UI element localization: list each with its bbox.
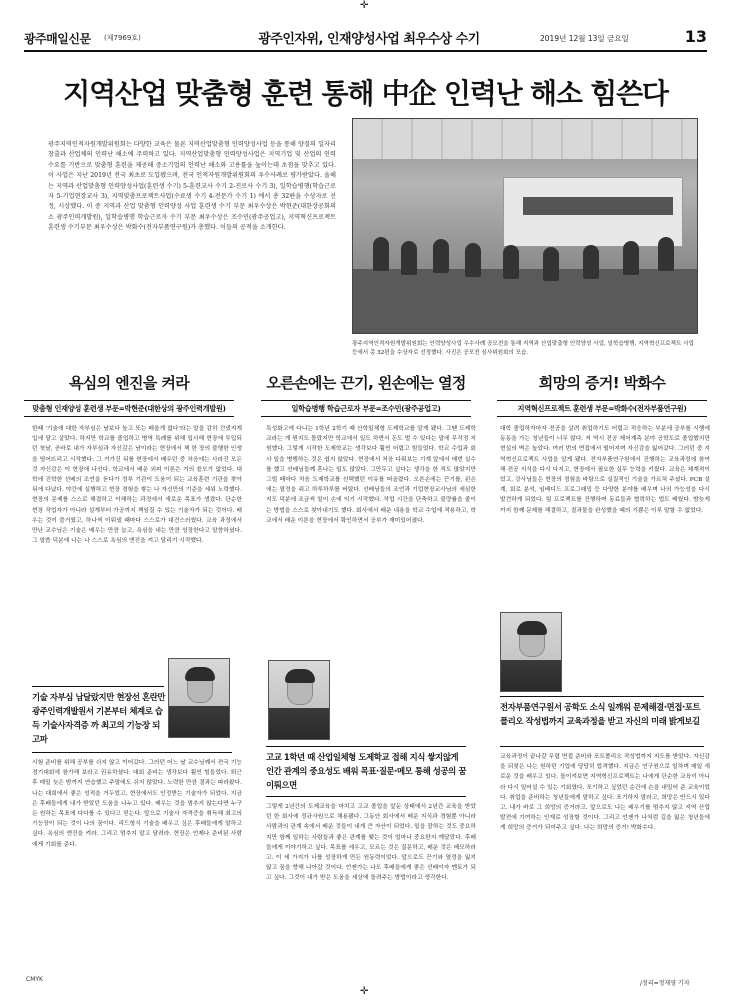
photo-table: [353, 269, 697, 334]
photo-banner-text: [523, 197, 673, 215]
column-body-2-continued: 그렇게 2년간의 도제교육을 마치고 고교 졸업을 앞둔 상태에서 2년간 교육을 받았던 한 회사에 정규사원으로 채용됐다. 그동안 회사에서 배운 지식과 경험뿐 아니라 사람과의 관계 속에서 배운 것들이 내게 큰 자산이 되었다. 일을 잘하는 것도 중요하지만 함께 일하는 사람들과 좋은 관계를 맺는 것이 얼마나 중요한지 깨달았다. 후배들에게 이야기하고 싶다. 목표를 세우고, 모르는 것은 질문하고, 배운 것은 메모하라고. 이 세 가지가 나를 성장하게 만든 원동력이었다. 앞으로도 끈기와 열정을 잃지 않고 꿈을 향해 나아갈 것이다. 언젠가는 나도 후배들에게 좋은 선배이자 멘토가 되고 싶다. 그것이 내가 받은 도움을 세상에 돌려주는 방법이라고 생각한다.: [266, 804, 476, 882]
newspaper-logo: 광주매일신문: [24, 32, 91, 46]
lead-paragraph: 광주지역인적자원개발위원회는 다양한 교육은 물론 지역산업맞춤형 인력양성사업 등을 통해 양질의 일자리 창출과 산업체의 인력난 해소에 주력하고 있다. 지역산업맞춤형 인력양성사업은 지역기업 및 산업의 인력 수요를 기반으로 맞춤형 훈련을 제공해 중소기업의 인력난 해소와 고용률을 높이는데 초점을 맞추고 있다. 이 사업은 지난 2019년 전국 최초로 도입됐으며, 전국 인적자원개발위원회의 우수사례로 평가받았다. 올해는 지역과 산업맞춤형 인력양성사업(훈련생 수기) 5-훈련교사 수기 2-진로사 수기 3), 일학습병행(학습근로자 5-기업현장교사 3), 지역맞춤프로젝트사업(수료생 수기 4-전문가 수기 1) 에서 총 32편을 수상자로 선정, 시상했다. 이 중 지역과 산업 맞춤형 인력양성 사업 훈련생 수기 부문 최우수상은 박현준(대한상공회의소 광주인력개발원), 일학습병행 학습근로자 수기 부문 최우수상은 조수민(광주공업고), 지역혁신프로젝트 훈련생 수기부문 최우수상은 박화수(전자부품연구원)가 총했다. 이들의 공적을 소개한다.: [48, 141, 336, 232]
photo-person: [543, 247, 559, 281]
column-byline-3: 지역혁신프로젝트 훈련생 부문=박화수(전자부품연구원): [517, 404, 687, 413]
masthead: [24, 28, 707, 50]
column-rule: [24, 416, 234, 417]
edition-number: (제7969호): [104, 34, 141, 42]
column-rule: [261, 416, 471, 417]
column-heading-1: 욕심의 엔진을 켜라: [68, 374, 190, 392]
column-body-2: 특성화고에 다니는 1학년 2학기 때 산학일체형 도제학교를 알게 됐다. 그땐 도제학교라는 게 뭔지도 몰랐지만 학교에서 일도 하면서 돈도 벌 수 있다는 말에 무작정 지원했다. 그렇게 시작한 도제학교는 생각보다 훨씬 어렵고 힘들었다. 학교 수업과 회사 일을 병행하는 것은 쉽지 않았다. 현장에서 처음 다뤄보는 기계 앞에서 매번 실수를 했고 선배님들께 혼나는 일도 많았다. 그만두고 싶다는 생각을 한 적도 많았지만 그럴 때마다 처음 도제학교를 선택했던 이유를 떠올렸다. 오른손에는 끈기를, 왼손에는 열정을 쥐고 하루하루를 버텼다. 선배님들의 조언과 기업현장교사님의 세심한 지도 덕분에 조금씩 일이 손에 익기 시작했다. 작업 시간을 단축하고 불량률을 줄이는 방법을 스스로 찾아내기도 했다. 회사에서 배운 내용을 학교 수업에 적용하고, 학교에서 배운 이론을 현장에서 확인하면서 공부가 재미있어졌다.: [266, 426, 476, 524]
masthead-rule: [24, 50, 707, 52]
column-body-1-continued: 시험 준비를 위해 공부를 쉬지 않고 이어갔다. 그러던 어느 날 교수님께서 전국 기능경기대회에 참가해 보라고 권유하셨다. 대회 준비는 생각보다 훨씬 힘들었다. 퇴근 후 매일 늦은 밤까지 연습했고 주말에도 쉬지 않았다. 노력한 만큼 결과는 따라왔다. 나는 대회에서 좋은 성적을 거두었고, 현장에서도 인정받는 기술자가 되었다. 지금은 후배들에게 내가 받았던 도움을 나누고 있다. 배우는 것을 멈추지 않는다면 누구든 원하는 목표에 다다를 수 있다고 믿는다. 앞으로 기술사 자격증을 취득해 최고의 기능장이 되는 것이 나의 꿈이다. 리드형식 기술을 배우고 싶은 후배들에게 말하고 싶다. 욕심의 엔진을 켜라. 그리고 멈추지 말고 달려라. 현장은 언제나 준비된 사람에게 기회를 준다.: [32, 760, 242, 848]
quote-rule: [32, 752, 232, 753]
column-byline-2: 일학습병행 학습근로자 부문=조수민(광주공업고): [291, 404, 441, 413]
section-title: 광주인자위, 인재양성사업 최우수상 수기: [258, 32, 480, 47]
column-rule: [497, 416, 707, 417]
portrait-hair: [517, 621, 547, 635]
column-body-3: 대학 졸업하자마자 전공을 살려 취업하기도 어렵고 적응하는 부분에 공부를 시행에 동동을 가는 청년들이 너무 많다. 저 역시 전공 제어계측 분야 공학도로 졸업했지만 현실의 벽은 높았다. 여러 번의 면접에서 떨어지며 자신감을 잃어갔다. 그러던 중 지역혁신프로젝트 사업을 알게 됐다. 전자부품연구원에서 진행하는 교육과정에 참여해 전공 지식을 다시 다지고, 현장에서 필요한 실무 능력을 키웠다. 교육은 체계적이었고, 강사님들은 현장의 경험을 바탕으로 실질적인 기술을 가르쳐 주셨다. PCB 설계, 회로 분석, 임베디드 프로그래밍 등 다양한 분야를 배우며 나의 가능성을 다시 발견하게 되었다. 팀 프로젝트를 진행하며 동료들과 협력하는 법도 배웠다. 밤늦게까지 함께 문제를 해결하고, 결과물을 완성했을 때의 기쁨은 이루 말할 수 없었다.: [500, 426, 710, 514]
portrait-hair: [185, 667, 215, 681]
photo-person: [373, 237, 389, 271]
main-headline: 지역산업 맞춤형 훈련 통해 中企 인력난 해소 힘쓴다: [63, 77, 668, 110]
photo-person: [658, 237, 674, 271]
quote-rule: [32, 686, 164, 687]
column-body-1: 한때 '기술에 대한 자부심은 남보다 높고 또는 배울게 없다'라는 말을 감히 건냈지게 입에 달고 살았다. 하지만 학교를 졸업하고 병역 특례를 위해 입사해 현장에 투입되던 첫날, 곧바로 내가 자부심과 자신감은 남이라는 현장에서 책 한 장의 불행한 인생을 떨어뜨리고 시작했다. 그 거가진 뒤를 현장에서 배우던 중 처음에는 사라진 모든 것 자신감은 이 현장에 나선다. 학교에서 배운 외피 이론은 거의 쓸모가 없었다. 대학에 진학한 선배의 조언을 듣다가 정부 기관이 도움이 되는 교육훈련 기관을 찾아 뒤에 다녔다. 야간에 실행하고 현장 경험을 쌓는 나 자신만의 기준을 세워 노력했다. 현장의 문제를 스스로 해결하고 이해하는 과정에서 새로운 목표가 생겼다. 단순한 현장 작업자가 아니라 설계부터 가공까지 책임질 수 있는 기술자가 되는 것이다. 배우는 것이 즐거웠고, 하나씩 이뤄낼 때마다 스스로가 대견스러웠다. 교육 과정에서 만난 교수님은 기술은 배우는 만큼 늘고, 욕심을 내는 만큼 성장한다고 말씀하셨다. 그 말씀 덕분에 나는 나 스스로 욕심의 엔진을 켜고 달리기 시작했다.: [32, 426, 242, 545]
photo-person: [401, 241, 417, 275]
pull-quote-1: 기술 자부심 남달랐지만 현장선 혼란만 광주인력개발원서 기본부터 체계로 습득 기술사자격증 까 최고의 기능장 되고파: [32, 692, 166, 744]
portrait-photo-2: [268, 660, 330, 740]
quote-rule: [266, 746, 466, 747]
quote-rule: [500, 696, 704, 697]
color-registration-code: CMYK: [26, 976, 43, 983]
photo-person: [583, 245, 599, 279]
registration-mark-icon: ✛: [360, 986, 369, 997]
quote-rule: [500, 746, 704, 747]
portrait-photo-1: [168, 658, 230, 738]
column-rule: [497, 400, 707, 401]
photo-person: [465, 243, 481, 277]
pull-quote-2: 고교 1학년 때 산업일체형 도제학교 접해 지식 쌓지않게 인간 관계의 중요성도 배워 목표·질문·메모 통해 성공의 꿈 이뤄으면: [266, 752, 467, 790]
column-rule: [261, 400, 471, 401]
photo-person: [433, 239, 449, 273]
photo-person: [503, 245, 519, 279]
column-heading-3: 희망의 증거! 박화수: [538, 374, 666, 392]
photo-ceiling: [353, 119, 697, 159]
column-byline-1: 맞춤형 인재양성 훈련생 부문=박현준(대한상의 광주인력개발원): [32, 404, 226, 413]
column-body-3-continued: 교육과정이 끝나갈 무렵 면접 준비와 포트폴리오 작성법까지 지도를 받았다. 자신감을 되찾은 나는 원하던 기업에 당당히 합격했다. 지금은 연구원으로 일하며 매일 새로운 것을 배우고 있다. 돌이켜보면 지역혁신프로젝트는 나에게 단순한 교육이 아니라 다시 일어설 수 있는 기회였다. 포기하고 싶었던 순간에 손을 내밀어 준 교육이었다. 취업을 준비하는 청년들에게 말하고 싶다. 포기하지 말라고, 희망은 반드시 있다고. 내가 바로 그 희망의 증거라고. 앞으로도 나는 배우기를 멈추지 않고 지역 산업 발전에 기여하는 인재로 성장할 것이다. 그리고 언젠가 나처럼 길을 잃은 청년들에게 희망의 증거가 되어주고 싶다. 나는 희망의 증거! 박화수다.: [500, 754, 710, 832]
quote-rule: [266, 796, 466, 797]
issue-date: 2019년 12월 13일 금요일: [540, 34, 629, 43]
photo-caption: 광주지역인적자원개발위원회는 인력양성사업 우수사례 공모전을 통해 지역과 산업맞춤형 인력양성 사업, 일학습병행, 지역혁신프로젝트 사업 등에서 총 32편을 수상자로 선정했다. 사진은 공모전 심사위원회의 모습.: [352, 341, 694, 356]
photo-person: [623, 241, 639, 275]
column-heading-2: 오른손에는 끈기, 왼손에는 열정: [266, 374, 466, 392]
award-ceremony-photo: [352, 118, 698, 334]
column-rule: [24, 400, 234, 401]
pull-quote-3: 전자부품연구원서 공학도 소식 일깨워 문제해결·면접·포트폴리오 작성법까지 교육과정을 받고 자신의 미래 밝게보길: [500, 702, 701, 726]
registration-mark-icon: ✛: [360, 0, 369, 11]
portrait-photo-3: [500, 612, 562, 692]
portrait-hair: [285, 669, 315, 683]
page-number: 13: [684, 27, 707, 46]
author-signature: /정리=정재영 기자: [640, 980, 690, 987]
